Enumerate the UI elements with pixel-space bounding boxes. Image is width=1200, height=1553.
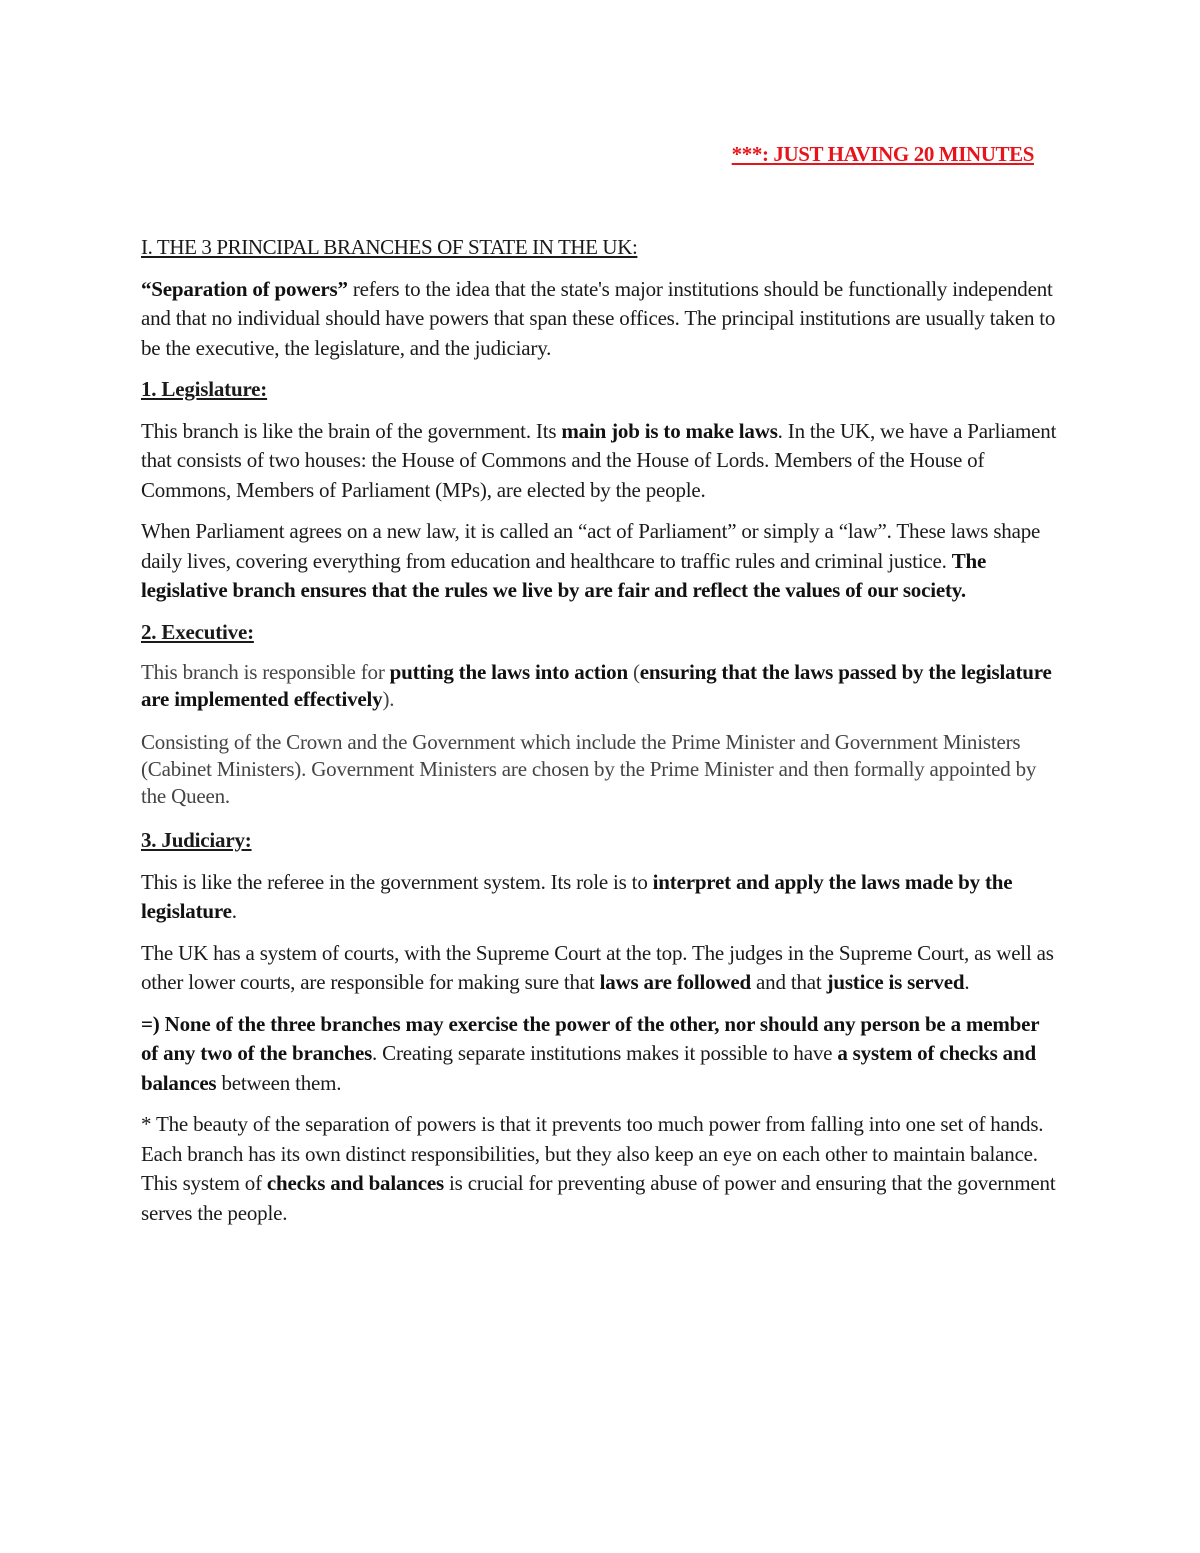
bold-run: putting the laws into action bbox=[389, 660, 628, 684]
judiciary-paragraph-2 bbox=[141, 939, 1061, 998]
text-run: . bbox=[964, 970, 970, 994]
text-run: This branch is responsible for bbox=[141, 660, 390, 684]
legislature-heading: 1. Legislature: bbox=[141, 377, 268, 401]
bold-run: The legislative branch ensures that the rules we live by are fair and reflect the values of our society. bbox=[141, 548, 987, 602]
legislature-paragraph-1 bbox=[141, 417, 1061, 506]
executive-paragraph-1 bbox=[141, 659, 1061, 713]
text-run: . Creating separate institutions makes it possible to have bbox=[372, 1041, 838, 1065]
text-run: The UK has a system of courts, with the Supreme Court at the top. The judges in the Supreme Court, as well as other lower courts, are responsible for making sure that bbox=[141, 940, 1054, 994]
bold-run: =) None of the three branches may exercise the power of the other, nor should any person be a member of any two of the branches bbox=[141, 1011, 1040, 1065]
text-run: and that bbox=[751, 970, 827, 994]
text-run: . In the UK, we have a Parliament that consists of two houses: the House of Commons and the House of Lords. Members of the House of Commons, Members of Parliament (MPs), are elected by the people. bbox=[141, 418, 1057, 502]
bold-run: justice is served bbox=[826, 970, 965, 994]
text-run: * The beauty of the separation of powers is that it prevents too much power from falling into one set of hands. Each branch has its own distinct responsibilities, but they also keep an eye on each other to maintain balance. This system of bbox=[141, 1112, 1044, 1195]
text-run: This branch is like the brain of the government. Its bbox=[141, 418, 562, 443]
intro-bold-term: “Separation of powers” bbox=[141, 276, 348, 301]
bold-run: checks and balances bbox=[266, 1171, 444, 1195]
bold-run: ensuring that the laws passed by the legislature are implemented effectively bbox=[141, 660, 1052, 711]
judiciary-paragraph-1 bbox=[141, 868, 1061, 927]
text-run: ( bbox=[627, 660, 640, 684]
intro-paragraph bbox=[141, 275, 1061, 364]
text-run: is crucial for preventing abuse of power and ensuring that the government serves the people. bbox=[141, 1171, 1056, 1225]
legislature-paragraph-2 bbox=[141, 517, 1061, 606]
conclusion-paragraph bbox=[141, 1010, 1061, 1099]
time-note: ***: JUST HAVING 20 MINUTES bbox=[731, 142, 1034, 166]
intro-text: refers to the idea that the state's major institutions should be functionally independent and that no individual should have powers that span these offices. The principal institutions are usually taken to be the executive, the legislature, and the judiciary. bbox=[141, 276, 1056, 360]
text-run: When Parliament agrees on a new law, it is called an “act of Parliament” or simply a “law”. These laws shape daily lives, covering everything from education and healthcare to traffic rules and criminal justice. bbox=[141, 519, 1041, 573]
judiciary-heading: 3. Judiciary: bbox=[141, 828, 252, 852]
section-title: I. THE 3 PRINCIPAL BRANCHES OF STATE IN THE UK: bbox=[141, 235, 638, 259]
text-run: This is like the referee in the government system. Its role is to bbox=[141, 869, 653, 894]
executive-heading: 2. Executive: bbox=[141, 619, 254, 644]
text-run: between them. bbox=[216, 1070, 342, 1095]
bold-run: a system of checks and balances bbox=[141, 1041, 1036, 1095]
footnote-paragraph bbox=[141, 1110, 1061, 1228]
text-run: ). bbox=[382, 687, 395, 711]
document-body bbox=[141, 233, 1061, 1240]
executive-paragraph-2: Consisting of the Crown and the Government which include the Prime Minister and Government Ministers (Cabinet Ministers). Government Ministers are chosen by the Prime Minister and then formally appointed by the Queen. bbox=[141, 730, 1037, 808]
bold-run: main job is to make laws bbox=[561, 418, 778, 443]
text-run: . bbox=[231, 899, 237, 923]
bold-run: interpret and apply the laws made by the legislature bbox=[141, 869, 1013, 923]
bold-run: laws are followed bbox=[599, 970, 751, 994]
